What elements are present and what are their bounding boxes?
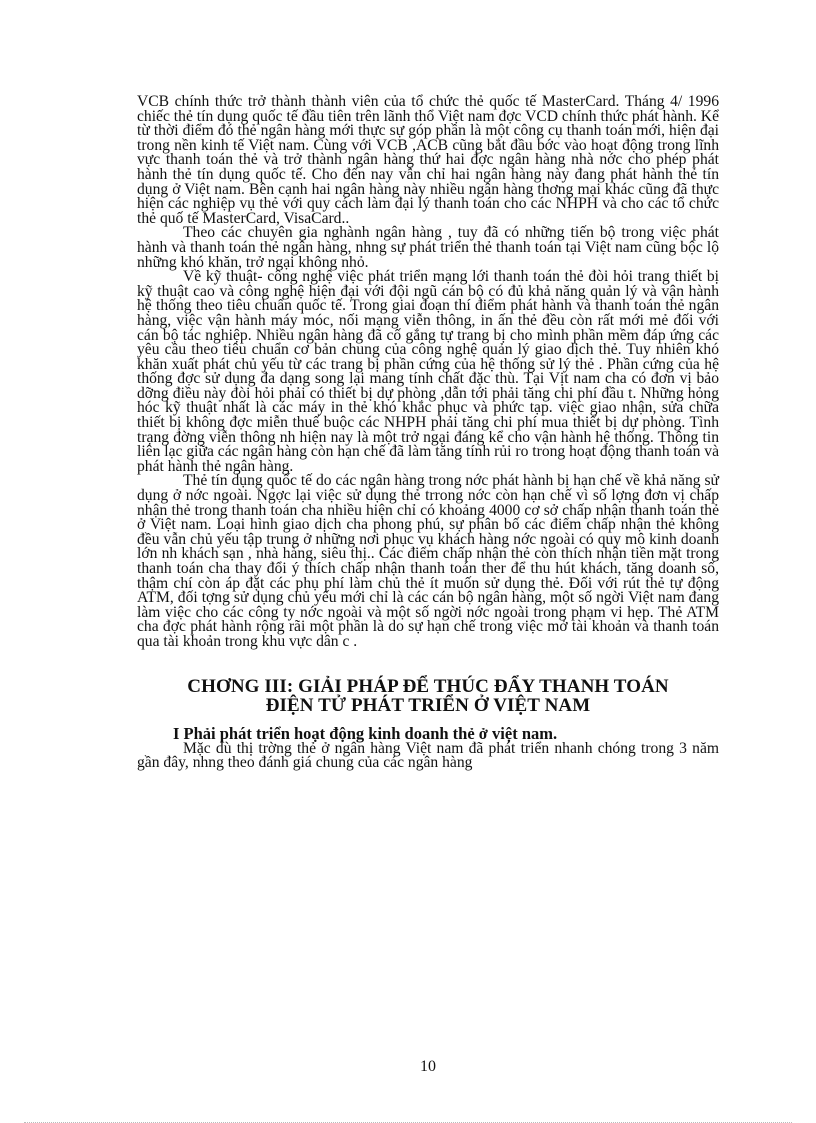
chapter-title (137, 677, 719, 715)
body-paragraph-5: Mặc dù thị trờng thẻ ở ngân hàng Việt nam đã phát triển nhanh chóng trong 3 năm gần đây, nhng theo đánh giá chung của các ngân hàng (137, 739, 719, 772)
page-number: 10 (420, 1058, 436, 1075)
body-paragraph-1: VCB chính thức trở thành thành viên của tổ chức thẻ quốc tế MasterCard. Tháng 4/ 1996 chiếc thẻ tín dụng quốc tế đầu tiên trên lãnh thổ Việt nam đợc VCD chính thức phát hành. Kể từ thời điểm đó thẻ ngân hàng mới thực sự góp phần là một công cụ thanh toán mới, hiện đại trong nền kinh tế Việt nam. Cùng với VCB ,ACB cũng bắt đầu bớc vào hoạt động trong lĩnh vực thanh toán thẻ và trở thành ngân hàng thứ hai đợc ngân hàng nhà nớc cho phép phát hành thẻ tín dụng quốc tế. Cho đến nay vẫn chỉ hai ngân hàng này đang phát hành thẻ tín dụng ở Việt nam. Bên cạnh hai ngân hàng này nhiều ngân hàng thơng mại khác cũng đã thực hiện các nghiệp vụ thẻ với quy cách làm đại lý thanh toán cho các NHPH và cho các tổ chức thẻ quố tế MasterCard, VisaCard.. (137, 93, 719, 227)
chapter-title-line-2: ĐIỆN TỬ PHÁT TRIỂN Ở VIỆT NAM (265, 694, 591, 716)
body-paragraph-3: Về kỹ thuật- công nghệ việc phát triển mạng lới thanh toán thẻ đòi hỏi trang thiết bị kỹ thuật cao và công nghệ hiện đại với đội ngũ cán bộ có đủ khả năng quản lý và vận hành hệ thống theo tiêu chuẩn quốc tế. Trong giai đoạn thí điểm phát hành và thanh toán thẻ ngân hàng, việc vận hành máy móc, nối mạng viễn thông, in ấn thẻ đều còn rất mới mẻ đối với cán bộ tác nghiệp. Nhiều ngân hàng đã cố gắng tự trang bị cho mình phần mềm đáp ứng các yêu cầu theo tiêu chuẩn cơ bản chung của công nghệ quản lý giao dịch thẻ. Tuy nhiên khó khăn xuất phát chủ yếu từ các trang bị phần cứng của hệ thống sử lý thẻ . Phần cứng của hệ thống đợc sử dụng đa dạng song lại mang tính chất đặc thù. Tại Vịt nam cha có đơn vị bảo dỡng điều này đòi hỏi phải có thiết bị dự phòng ,dẫn tới phải tăng chi phí đầu t. Những hỏng hóc kỹ thuật nhất là các máy in thẻ khó khắc phục và phức tạp. việc giao nhận, sửa chữa thiết bị không đợc miễn thuế buộc các NHPH phải tăng chi phí mua thiết bị dự phòng. Tình trạng đờng viễn thông nh hiện nay là một trở ngại đáng kể cho vận hành hệ thống. Thông tin liên lạc giữa các ngân hàng còn hạn chế đã làm tăng tính rủi ro trong hoạt động thanh toán và phát hành thẻ ngân hàng. (137, 268, 719, 475)
section-heading: I Phải phát triển hoạt động kinh doanh thẻ ở việt nam. (173, 723, 558, 743)
chapter-title-line-1: CHƠNG III: GIẢI PHÁP ĐỂ THÚC ĐẨY THANH TOÁN (187, 675, 669, 697)
body-paragraph-4: Thẻ tín dụng quốc tế do các ngân hàng trong nớc phát hành bị hạn chế về khả năng sử dụng ở nớc ngoài. Ngợc lại việc sử dụng thẻ trrong nớc còn hạn chế vì số lợng đơn vị chấp nhận thẻ trong thanh toán cha nhiều hiện chỉ có khoảng 4000 cơ sở chấp nhận thanh toán thẻ ở Việt nam. Loại hình giao dịch cha phong phú, sự phân bố các điểm chấp nhận thẻ không đều vẫn chủ yếu tập trung ở những nơi phục vụ khách hàng nớc ngoài có quy mô kinh doanh lớn nh khách sạn , nhà hàng, siêu thị.. Các điểm chấp nhận thẻ còn thích nhận tiền mặt trong thanh toán cha thay đổi ý thích chấp nhận thanh toán ther để thu hút khách, tăng doanh số, thậm chí còn áp đặt các phụ phí làm chủ thẻ ít muốn sử dụng thẻ. Đối với rút thẻ tự động ATM, đối tợng sử dụng chủ yếu mới chỉ là các cán bộ ngân hàng, một số ngời Việt nam đang làm việc cho các công ty nớc ngoài và một số ngời nớc ngoài trong phạm vi hẹp. Thẻ ATM cha đợc phát hành rộng rãi một phần là do sự hạn chế trong việc mở tài khoản và thanh toán qua tài khoản trong khu vực dân c . (137, 472, 719, 650)
body-paragraph-2: Theo các chuyên gia nghành ngân hàng , tuy đã có những tiến bộ trong việc phát hành và thanh toán thẻ ngân hàng, nhng sự phát triển thẻ thanh toán tại Việt nam cũng bộc lộ những khó khăn, trở ngại không nhỏ. (137, 224, 719, 271)
page-body (137, 95, 719, 771)
